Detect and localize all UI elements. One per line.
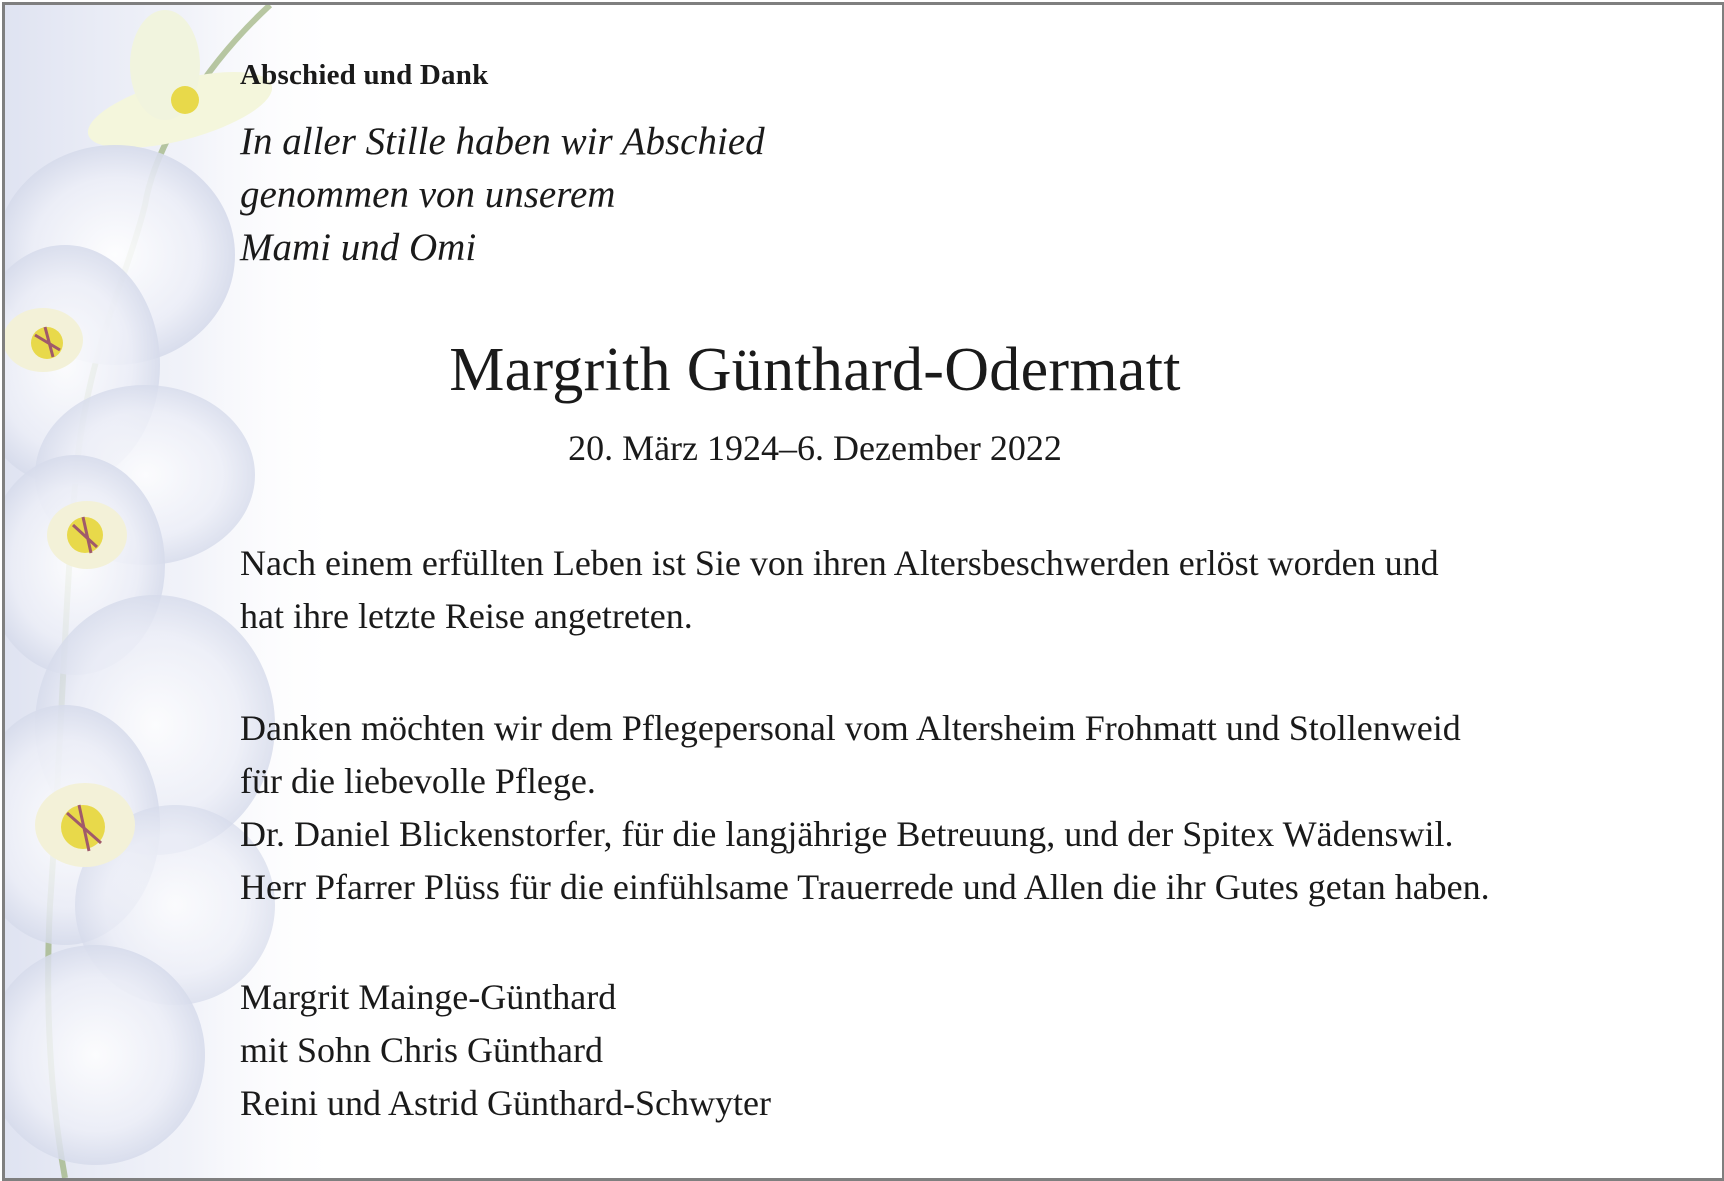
paragraph-line: hat ihre letzte Reise angetreten. — [240, 596, 693, 636]
orchid-flower-icon — [5, 308, 83, 372]
paragraph-line: Danken möchten wir dem Pflegepersonal vom Altersheim Frohmatt und Stollenweid — [240, 708, 1461, 748]
life-dates: 20. März 1924–6. Dezember 2022 — [568, 428, 1062, 468]
deceased-name: Margrith Günthard-Odermatt — [449, 336, 1181, 404]
paragraph-thanks — [240, 702, 1490, 914]
intro-line: genommen von unserem — [240, 173, 616, 216]
signature-line: Margrit Mainge-Günthard — [240, 977, 617, 1017]
paragraph-line: für die liebevolle Pflege. — [240, 761, 596, 801]
paragraph-line: Dr. Daniel Blickenstorfer, für die langjährige Betreuung, und der Spitex Wädenswil. — [240, 814, 1454, 854]
paragraph-life — [240, 537, 1439, 643]
signatures — [240, 971, 771, 1130]
signature-line: Reini und Astrid Günthard-Schwyter — [240, 1083, 771, 1123]
paragraph-line: Nach einem erfüllten Leben ist Sie von ihren Altersbeschwerden erlöst worden und — [240, 543, 1439, 583]
intro-verse — [240, 115, 765, 274]
obituary-card — [2, 2, 1724, 1181]
orchid-flower-icon — [35, 783, 135, 867]
intro-line: In aller Stille haben wir Abschied — [240, 120, 765, 163]
orchid-flower-icon — [47, 501, 127, 569]
intro-line: Mami und Omi — [240, 226, 477, 269]
signature-line: mit Sohn Chris Günthard — [240, 1030, 604, 1070]
obituary-text — [240, 5, 1620, 1178]
heading: Abschied und Dank — [240, 59, 489, 91]
paragraph-line: Herr Pfarrer Plüss für die einfühlsame Trauerrede und Allen die ihr Gutes getan haben. — [240, 867, 1490, 907]
